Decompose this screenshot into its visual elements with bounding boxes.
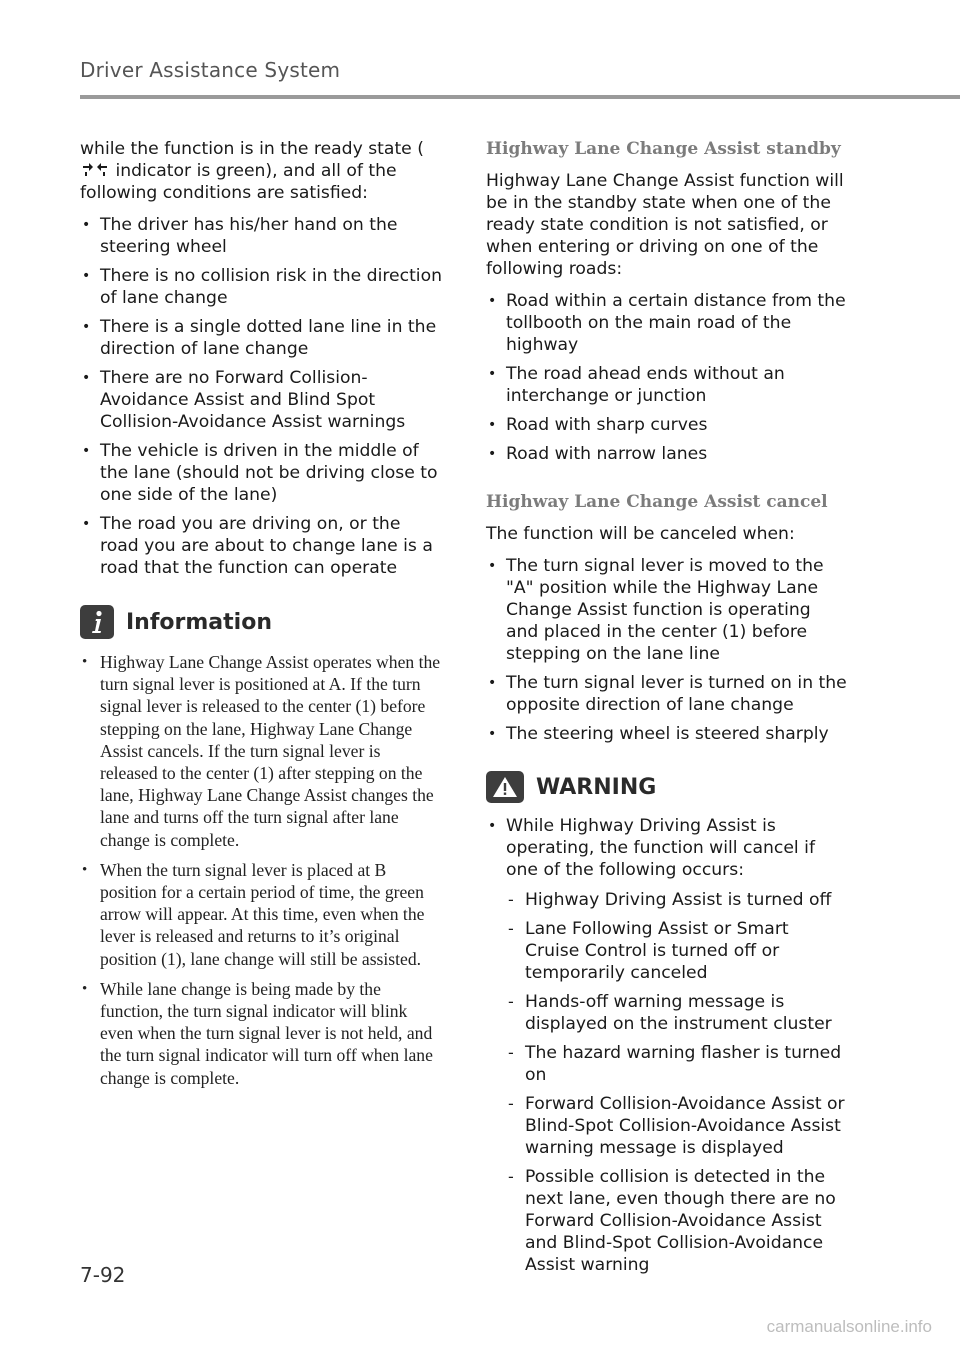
cancel-text: The function will be canceled when: — [486, 524, 795, 544]
list-item: • The turn signal lever is turned on in the opposite direction of lane change — [486, 672, 848, 716]
header-title: Driver Assistance System — [80, 58, 341, 82]
list-item: • The driver has his/her hand on the steering wheel — [80, 214, 442, 258]
list-item: • While lane change is being made by the function, the turn signal indicator will blink even when the turn signal lever is not held, and the turn signal indicator will turn off when lane change is complete. — [80, 978, 442, 1089]
list-item: • The turn signal lever is moved to the "A" position while the Highway Lane Change Assist function is operating and placed in the center (1) before stepping on the lane line — [486, 555, 848, 665]
list-item: - The hazard warning flasher is turned on — [506, 1042, 848, 1086]
standby-heading: Highway Lane Change Assist standby — [486, 139, 841, 159]
list-item: • Road within a certain distance from the tollbooth on the main road of the highway — [486, 290, 848, 356]
ready-conditions-list — [80, 214, 442, 579]
warning-list — [486, 815, 848, 1276]
information-header — [80, 605, 442, 639]
info-icon — [80, 605, 114, 639]
list-item: • The steering wheel is steered sharply — [486, 723, 848, 745]
list-item: • Road with narrow lanes — [486, 443, 848, 465]
information-list — [80, 651, 442, 1089]
cancel-heading: Highway Lane Change Assist cancel — [486, 492, 828, 512]
warning-lead: While Highway Driving Assist is operating, the function will cancel if one of the following occurs: — [506, 816, 815, 880]
header-divider — [80, 95, 960, 99]
list-item: - Hands-off warning message is displayed on the instrument cluster — [506, 991, 848, 1035]
left-column — [80, 138, 442, 1097]
page-number: 7-92 — [80, 1263, 126, 1287]
list-item: • The road ahead ends without an interchange or junction — [486, 363, 848, 407]
warning-sub-list — [506, 889, 848, 1276]
list-item: - Forward Collision-Avoidance Assist or Blind-Spot Collision-Avoidance Assist warning message is displayed — [506, 1093, 848, 1159]
list-item: • Highway Lane Change Assist operates when the turn signal lever is positioned at A. If the turn signal lever is released to the center (1) before stepping on the lane, Highway Lane Change Assist cancels. If the turn signal lever is released to the center (1) after stepping on the lane, Highway Lane Change Assist changes the lane and turns off the turn signal after lane change is complete. — [80, 651, 442, 851]
cancel-list — [486, 555, 848, 745]
watermark: carmanualsonline.info — [766, 1317, 932, 1336]
ready-state-intro — [80, 138, 442, 204]
intro-text-after: indicator is green), and all of the following conditions are satisfied: — [80, 161, 397, 203]
list-item: • There are no Forward Collision-Avoidance Assist and Blind Spot Collision-Avoidance Assist warnings — [80, 367, 442, 433]
list-item: • There is a single dotted lane line in the direction of lane change — [80, 316, 442, 360]
list-item: • The vehicle is driven in the middle of the lane (should not be driving close to one side of the lane) — [80, 440, 442, 506]
warning-header — [486, 771, 848, 803]
right-column — [486, 138, 848, 1283]
intro-text-before: while the function is in the ready state ( — [80, 139, 424, 159]
list-item: - Highway Driving Assist is turned off — [506, 889, 848, 911]
lane-change-indicator-icon — [80, 163, 110, 177]
list-item: • When the turn signal lever is placed at B position for a certain period of time, the green arrow will appear. At this time, even when the lever is released and returns to it’s original position (1), lane change will still be assisted. — [80, 859, 442, 970]
standby-text: Highway Lane Change Assist function will be in the standby state when one of the ready state condition is not satisfied, or when entering or driving on one of the following roads: — [486, 171, 844, 279]
standby-list — [486, 290, 848, 465]
warning-title: WARNING — [536, 774, 657, 800]
list-item: - Lane Following Assist or Smart Cruise Control is turned off or temporarily canceled — [506, 918, 848, 984]
list-item — [486, 815, 848, 1276]
warning-icon — [486, 771, 524, 803]
list-item: • Road with sharp curves — [486, 414, 848, 436]
list-item: • There is no collision risk in the direction of lane change — [80, 265, 442, 309]
information-title: Information — [126, 609, 272, 635]
list-item: - Possible collision is detected in the next lane, even though there are no Forward Collision-Avoidance Assist and Blind-Spot Collision-Avoidance Assist warning — [506, 1166, 848, 1276]
list-item: • The road you are driving on, or the road you are about to change lane is a road that the function can operate — [80, 513, 442, 579]
